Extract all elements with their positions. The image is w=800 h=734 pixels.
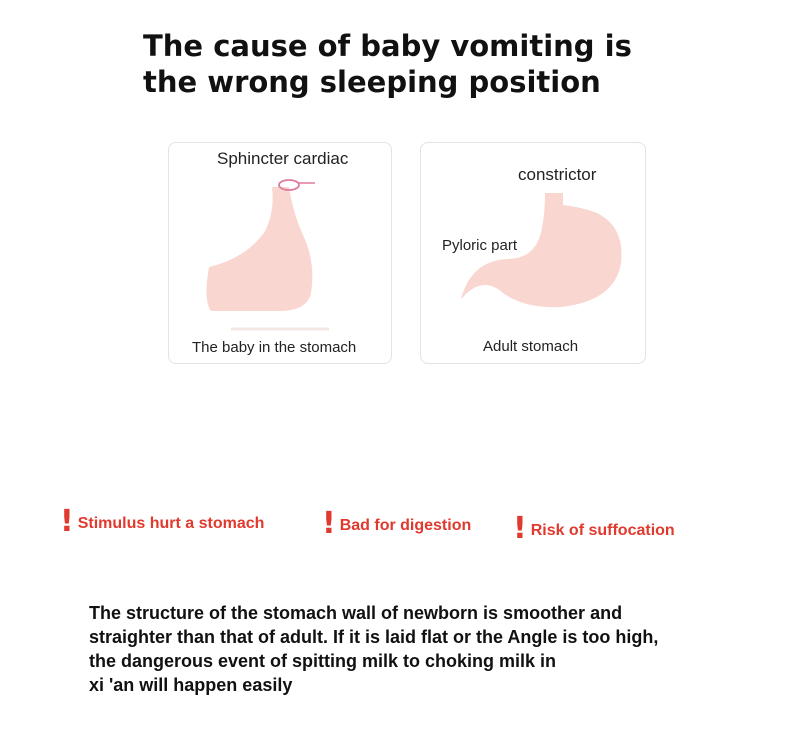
description-line-4: xi 'an will happen easily xyxy=(89,675,293,695)
warning-mark: ! xyxy=(513,511,527,546)
baby-stomach-shape xyxy=(207,187,313,311)
description-line-3: the dangerous event of spitting milk to choking milk in xyxy=(89,651,557,671)
description-line-1: The structure of the stomach wall of newborn is smoother and xyxy=(89,603,623,623)
warning-mark: ! xyxy=(322,506,336,541)
description-line-2: straighter than that of adult. If it is laid flat or the Angle is too high, xyxy=(89,627,659,647)
constrictor-label: constrictor xyxy=(518,165,597,184)
adult-stomach-caption: Adult stomach xyxy=(483,338,579,355)
title-line-2: the wrong sleeping position xyxy=(143,65,601,99)
description-paragraph xyxy=(89,601,779,697)
warning-digestion xyxy=(322,506,471,541)
warning-stimulus xyxy=(60,504,264,539)
warning-text: Risk of suffocation xyxy=(530,522,675,539)
baby-stomach-illustration xyxy=(169,143,393,365)
pyloric-label: Pyloric part xyxy=(442,237,518,254)
title-line-1: The cause of baby vomiting is xyxy=(143,29,632,63)
sphincter-label: Sphincter cardiac xyxy=(217,149,349,168)
page-title xyxy=(143,28,743,100)
warning-text: Stimulus hurt a stomach xyxy=(77,515,265,532)
baby-stomach-caption: The baby in the stomach xyxy=(192,339,357,356)
warning-text: Bad for digestion xyxy=(339,517,472,534)
warning-suffocation xyxy=(513,511,675,546)
adult-stomach-card xyxy=(420,142,646,364)
baby-stomach-card xyxy=(168,142,392,364)
warning-mark: ! xyxy=(60,504,74,539)
